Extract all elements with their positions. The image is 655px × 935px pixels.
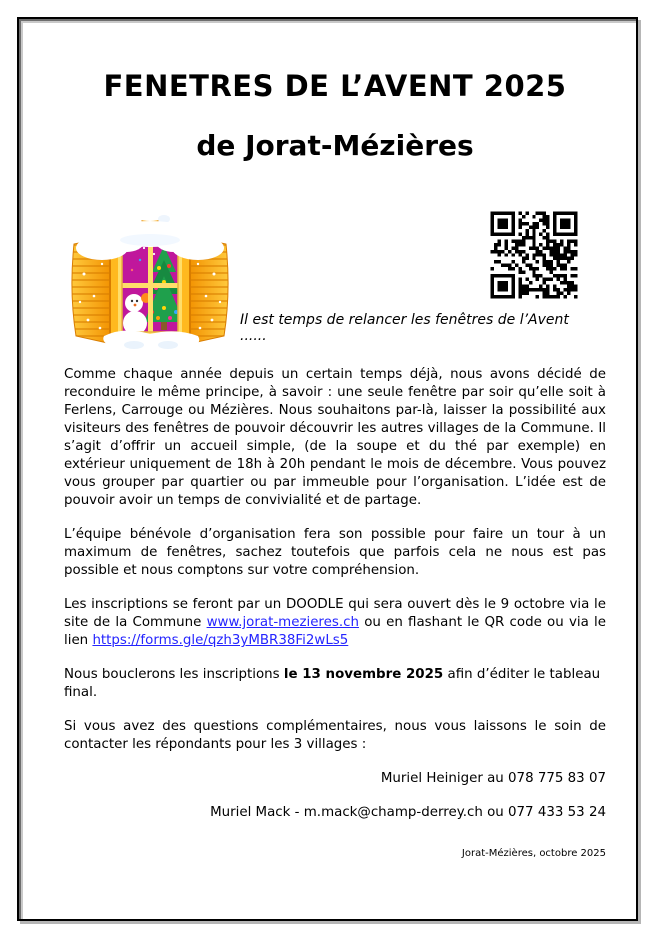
paragraph-principle: Comme chaque année depuis un certain temps déjà, nous avons décidé de reconduire le même principe, à savoir : une seule fenêtre par soir qu’elle soit à Ferlens, Carrouge ou Mézières. Nous souhaitons par-là, laisser la possibilité aux visiteurs des fenêtres de pouvoir découvrir les autres villages de la Commune. Il s’agit d’offrir un accueil simple, (de la soupe et du thé par exemple) en extérieur uniquement de 18h à 20h pendant le mois de décembre. Vous pouvez vous grouper par quartier ou par immeuble pour l’organisation. L’idée est de pouvoir avoir un temps de convivialité et de partage. [64,367,606,508]
inscriptions-text-mid: ou en flashant le QR code ou via le lien [64,615,606,648]
paragraph-inscriptions [64,596,606,650]
contact-heiniger: Muriel Heiniger au 078 775 83 07 [380,771,606,786]
forms-gle-link[interactable]: https://forms.gle/qzh3yMBR38Fi2wLs5 [92,633,349,648]
advent-window-illustration [64,204,236,350]
intro-caption: Il est temps de relancer les fenêtres de l’Avent ...... [240,312,569,344]
deadline-date: le 13 novembre 2025 [283,667,444,682]
qr-code [487,208,581,302]
contact-mack: Muriel Mack - m.mack@champ-derrey.ch ou 077 433 53 24 [210,805,606,820]
deadline-text-post: afin d’éditer le tableau final. [64,667,601,700]
page-border [17,17,638,921]
qr-and-caption-column [236,204,606,350]
footer-note: Jorat-Mézières, octobre 2025 [461,848,606,859]
paragraph-team: L’équipe bénévole d’organisation fera son possible pour faire un tour à un maximum de fenêtres, sachez toutefois que parfois cela ne nous est pas possible et nous comptons sur votre compréhension. [64,527,606,578]
commune-website-link[interactable]: www.jorat-mezieres.ch [206,615,359,630]
inscriptions-text-pre: Les inscriptions se feront par un DOODLE qui sera ouvert dès le 9 octobre via le site de la Commune [64,597,606,630]
media-row [64,204,606,350]
deadline-text-pre: Nous bouclerons les inscriptions [64,667,284,682]
paragraph-deadline [64,666,606,702]
page-subtitle: de Jorat-Mézières [196,129,474,162]
document-content [19,19,636,859]
page-title: FENETRES DE L’AVENT 2025 [103,69,567,103]
paragraph-questions: Si vous avez des questions complémentaires, nous vous laissons le soin de contacter les répondants pour les 3 villages : [64,719,606,752]
